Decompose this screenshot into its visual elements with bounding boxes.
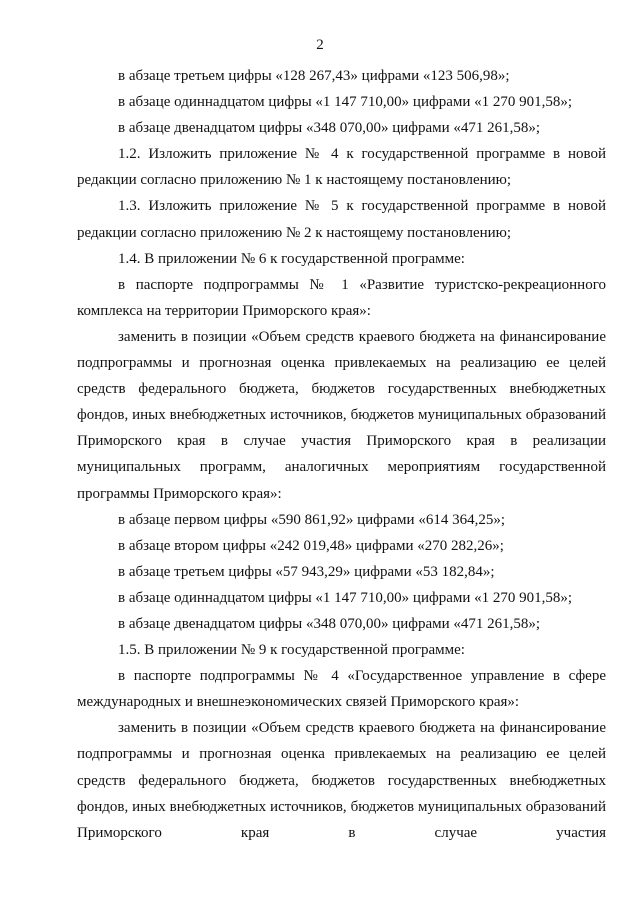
paragraph-item-1-2: 1.2. Изложить приложение № 4 к государственной программе в новой редакции согласно приложению № 1 к настоящему постановлению;: [77, 146, 606, 189]
page-number: 2: [316, 37, 324, 53]
paragraph-abzac-3: в абзаце третьем цифры «57 943,29» цифрами «53 182,84»;: [118, 563, 495, 580]
paragraph-clause-3-abzac-12: в абзаце двенадцатом цифры «348 070,00» цифрами «471 261,58»;: [118, 120, 541, 137]
paragraph-item-1-4: 1.4. В приложении № 6 к государственной программе:: [118, 250, 465, 267]
paragraph-clause-3-abzac-3: в абзаце третьем цифры «128 267,43» цифрами «123 506,98»;: [118, 68, 510, 84]
paragraph-clause-3-abzac-11: в абзаце одиннадцатом цифры «1 147 710,00» цифрами «1 270 901,58»;: [118, 94, 573, 111]
paragraph-abzac-12: в абзаце двенадцатом цифры «348 070,00» цифрами «471 261,58»;: [118, 615, 541, 632]
paragraph-passport-subprogram-4: в паспорте подпрограммы № 4 «Государственное управление в сфере международных и внешнеэкономических связей Приморского края»:: [77, 668, 606, 711]
paragraph-replace-position-2: заменить в позиции «Объем средств краевого бюджета на финансирование подпрограммы и прогнозная оценка привлекаемых на реализацию ее целей средств федерального бюджета, бюджетов государственных внебюджетных фондов, иных внебюджетных источников, бюджетов муниципальных образований Приморского края в случае участия: [77, 720, 606, 841]
paragraph-item-1-5: 1.5. В приложении № 9 к государственной программе:: [118, 642, 465, 659]
paragraph-passport-subprogram-1: в паспорте подпрограммы № 1 «Развитие туристско-рекреационного комплекса на территории Приморского края»:: [77, 276, 606, 319]
paragraph-abzac-11: в абзаце одиннадцатом цифры «1 147 710,00» цифрами «1 270 901,58»;: [118, 589, 573, 606]
paragraph-item-1-3: 1.3. Изложить приложение № 5 к государственной программе в новой редакции согласно приложению № 2 к настоящему постановлению;: [77, 198, 606, 241]
paragraph-abzac-2: в абзаце втором цифры «242 019,48» цифрами «270 282,26»;: [118, 537, 504, 554]
document-body: [77, 63, 606, 846]
paragraph-replace-position-1: заменить в позиции «Объем средств краевого бюджета на финансирование подпрограммы и прогнозная оценка привлекаемых на реализацию ее целей средств федерального бюджета, бюджетов государственных внебюджетных фондов, иных внебюджетных источников, бюджетов муниципальных образований Приморского края в случае участия Приморского края в реализации муниципальных программ, аналогичных мероприятиям государственной программы Приморского края»:: [77, 328, 606, 502]
paragraph-abzac-1: в абзаце первом цифры «590 861,92» цифрами «614 364,25»;: [118, 511, 505, 528]
